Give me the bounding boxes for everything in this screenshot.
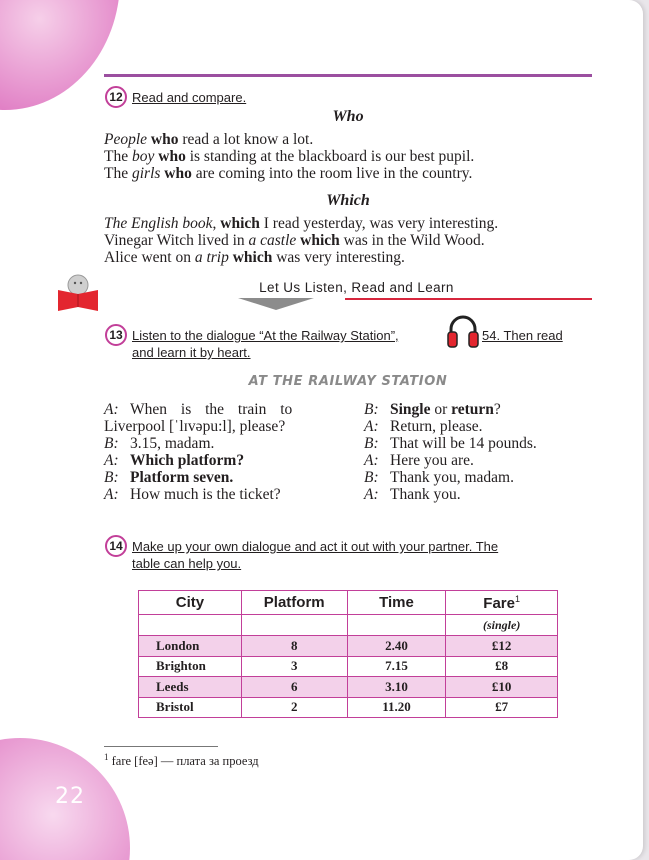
table-subheader-row — [139, 615, 558, 636]
section-banner: Let Us Listen, Read and Learn — [259, 280, 454, 295]
dialogue-right-line-6: A: Thank you. — [364, 486, 461, 503]
fares-table — [138, 590, 558, 718]
banner-arrow — [238, 298, 314, 310]
header-fare: Fare$^1$ — [446, 591, 558, 615]
headphones-icon[interactable] — [446, 313, 480, 349]
dialogue-right-line-2: A: Return, please. — [364, 418, 483, 435]
exercise-13-instruction-line2: and learn it by heart. — [132, 345, 251, 360]
table-row: Bristol 2 11.20 £7 — [139, 697, 558, 718]
header-city: City — [139, 591, 242, 615]
exercise-14-instruction-line1: Make up your own dialogue and act it out with your partner. The — [132, 539, 499, 554]
dialogue-right-line-5: B: Thank you, madam. — [364, 469, 514, 486]
header-platform: Platform — [241, 591, 347, 615]
which-sentence-1: The English book, which I read yesterday, was very interesting. — [104, 215, 499, 232]
dialogue-right-line-3: B: That will be 14 pounds. — [364, 435, 537, 452]
dialogue-left-line-2: Liverpool [ˈlɪvəpu:l], please? — [104, 418, 286, 435]
dialogue-left-line-1: A: When is the train to — [104, 401, 293, 418]
audio-track-number: 54. Then read — [482, 328, 563, 343]
exercise-13-number: 13 — [105, 324, 127, 346]
dialogue-left-line-3: B: 3.15, madam. — [104, 435, 215, 452]
who-sentence-1: People who read a lot know a lot. — [104, 131, 314, 148]
footnote: $^1$ fare [feə] — плата за проезд — [104, 752, 259, 769]
table-header-row — [139, 591, 558, 615]
exercise-12-number: 12 — [105, 86, 127, 108]
header-time: Time — [347, 591, 446, 615]
top-divider — [104, 74, 592, 77]
fare-subheader: (single) — [446, 615, 558, 636]
who-heading: Who — [332, 108, 364, 125]
dialogue-right-line-4: A: Here you are. — [364, 452, 474, 469]
dialogue-left-line-6: A: How much is the ticket? — [104, 486, 281, 503]
which-sentence-2: Vinegar Witch lived in a castle which was in the Wild Wood. — [104, 232, 485, 249]
dialogue-left-line-4: A: Which platform? — [104, 452, 245, 469]
page-number: 22 — [55, 784, 85, 809]
dialogue-left-line-5: B: Platform seven. — [104, 469, 234, 486]
exercise-13-instruction-line1: Listen to the dialogue “At the Railway Station”, — [132, 328, 399, 343]
table-row: Brighton 3 7.15 £8 — [139, 656, 558, 677]
footnote-divider — [104, 746, 218, 747]
exercise-14-instruction-line2: table can help you. — [132, 556, 242, 571]
decorative-corner-top — [0, 0, 120, 110]
who-sentence-2: The boy who is standing at the blackboard is our best pupil. — [104, 148, 475, 165]
who-sentence-3: The girls who are coming into the room live in the country. — [104, 165, 473, 182]
which-heading: Which — [326, 192, 370, 209]
banner-underline — [345, 298, 592, 300]
reading-character-icon — [55, 273, 101, 313]
exercise-14-number: 14 — [105, 535, 127, 557]
dialogue-title: AT THE RAILWAY STATION — [248, 374, 448, 389]
table-row: London 8 2.40 £12 — [139, 636, 558, 657]
exercise-12-instruction: Read and compare. — [132, 90, 247, 105]
which-sentence-3: Alice went on a trip which was very interesting. — [104, 249, 405, 266]
dialogue-right-line-1: B: Single or return? — [364, 401, 501, 418]
table-row: Leeds 6 3.10 £10 — [139, 677, 558, 698]
